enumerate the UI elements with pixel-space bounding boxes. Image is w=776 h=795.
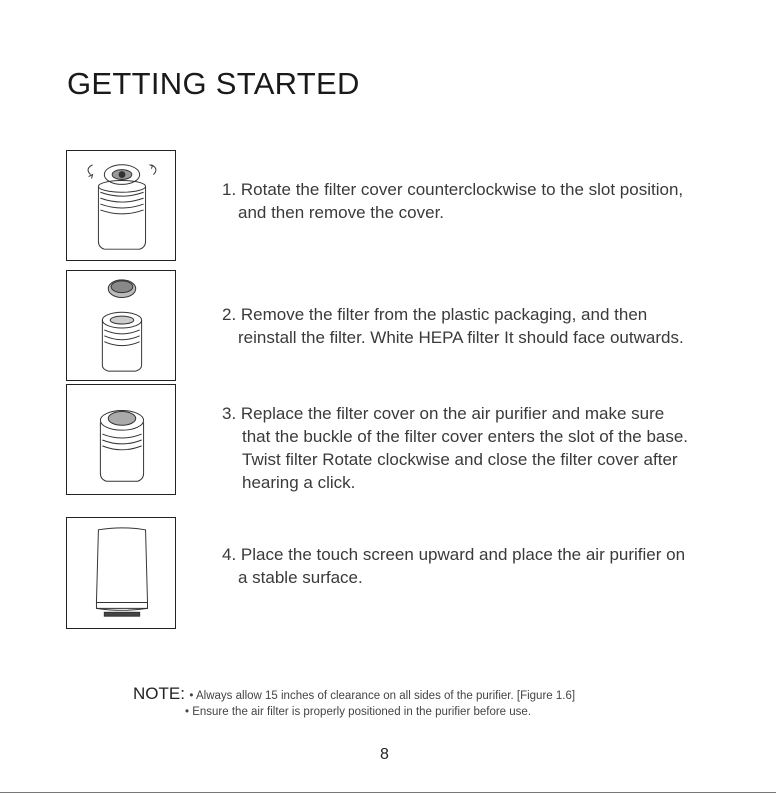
purifier-upright-figure [66, 517, 176, 629]
step-2 [222, 303, 742, 349]
step-3 [222, 402, 742, 494]
note [133, 684, 575, 704]
step-1-line-2: and then remove the cover. [238, 203, 445, 222]
page-title: GETTING STARTED [67, 66, 360, 101]
filter-insert-figure [66, 270, 176, 381]
step-4 [222, 543, 742, 589]
step-2-line-1: 2. Remove the filter from the plastic packaging, and then [222, 305, 648, 324]
step-3-line-3: Twist filter Rotate clockwise and close the filter cover after [242, 450, 678, 469]
step-1 [222, 178, 742, 224]
step-4-line-1: 4. Place the touch screen upward and place the air purifier on [222, 545, 686, 564]
step-4-line-2: a stable surface. [238, 568, 363, 587]
page-number: 8 [380, 746, 389, 763]
rotate-cover-figure [66, 150, 176, 261]
step-3-line-2: that the buckle of the filter cover enters the slot of the base. [242, 427, 689, 446]
step-2-line-2: reinstall the filter. White HEPA filter It should face outwards. [238, 328, 684, 347]
note-item-2: • Ensure the air filter is properly positioned in the purifier before use. [185, 706, 532, 718]
step-1-line-1: 1. Rotate the filter cover counterclockwise to the slot position, [222, 180, 684, 199]
cover-replace-figure [66, 384, 176, 495]
note-label: NOTE: [133, 684, 185, 703]
note-item-1: • Always allow 15 inches of clearance on all sides of the purifier. [Figure 1.6] [189, 690, 576, 702]
step-3-line-1: 3. Replace the filter cover on the air purifier and make sure [222, 404, 665, 423]
page-bottom-rule [0, 792, 776, 793]
step-3-line-4: hearing a click. [242, 473, 356, 492]
